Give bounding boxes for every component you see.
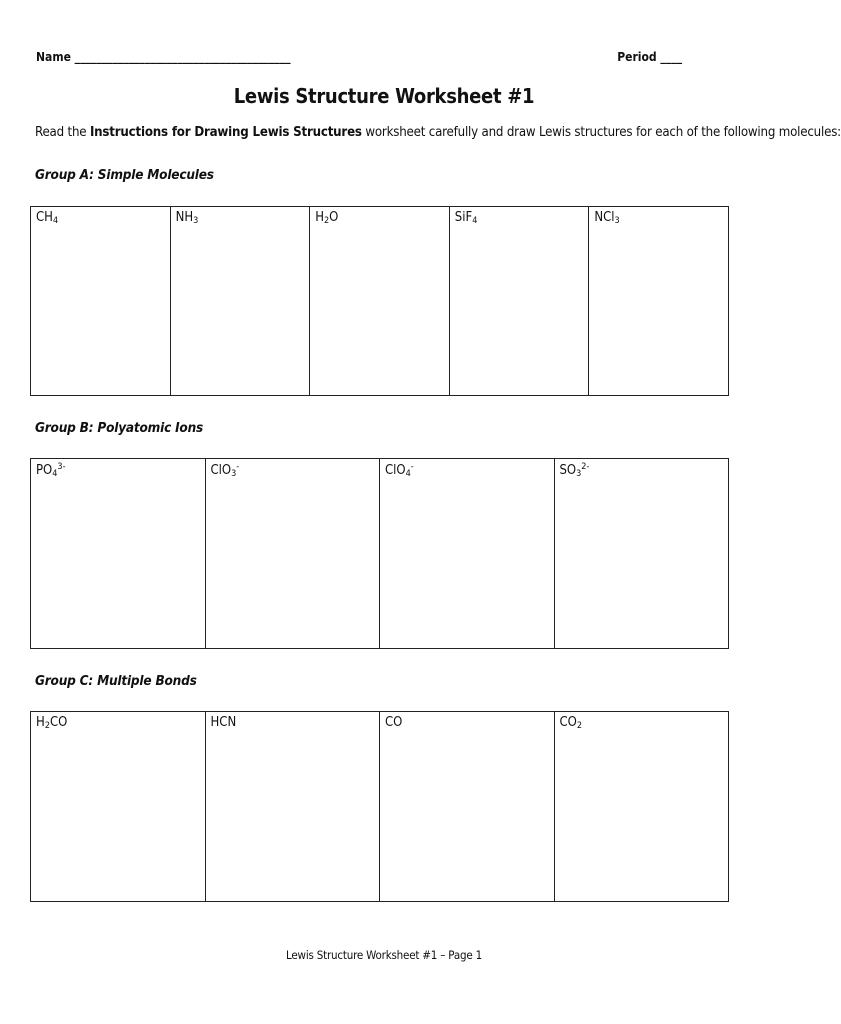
molecule-answer-cell[interactable] [555,712,729,901]
formula-text: PO [36,463,53,478]
formula-text: ClO [385,463,406,478]
instructions-prefix: Read the [35,125,90,140]
formula-text: CO [559,715,577,730]
formula-subscript: 3 [576,469,582,479]
molecule-formula [36,210,58,225]
formula-subscript: 4 [52,216,59,226]
formula-text: H [36,715,45,730]
formula-text: ClO [210,463,232,478]
formula-text: H [315,210,324,225]
group-a-heading: Group A: Simple Molecules [35,167,214,183]
formula-subscript: 2 [576,721,583,731]
name-label: Name [36,50,71,64]
instructions-bold: Instructions for Drawing Lewis Structures [89,125,362,140]
name-field[interactable] [36,50,291,64]
group-a-grid [30,206,729,396]
formula-charge: 2- [581,462,590,472]
molecule-answer-cell[interactable] [31,207,171,395]
molecule-answer-cell[interactable] [206,459,381,648]
molecule-formula [36,463,66,478]
molecule-formula [594,210,619,225]
formula-text: SiF [454,210,473,225]
molecule-formula [315,210,338,225]
formula-text: NH [175,210,194,225]
molecule-answer-cell[interactable] [31,459,206,648]
molecule-formula [455,210,478,225]
formula-subscript: 3 [231,469,237,479]
instructions [35,125,841,140]
instructions-suffix: worksheet carefully and draw Lewis structures for each of the following molecules: [361,125,841,140]
molecule-formula [211,463,240,478]
molecule-formula [385,715,402,730]
molecule-formula [560,463,590,478]
formula-charge: - [410,462,414,472]
formula-subscript: 4 [472,216,478,226]
formula-text: CO [385,715,403,730]
group-b-heading: Group B: Polyatomic Ions [35,420,204,436]
molecule-formula [385,463,414,478]
formula-text: CO [49,715,68,730]
molecule-answer-cell[interactable] [171,207,311,395]
molecule-answer-cell[interactable] [380,459,555,648]
molecule-answer-cell[interactable] [31,712,206,901]
molecule-answer-cell[interactable] [589,207,728,395]
period-label: Period [617,50,657,64]
formula-text: NCl [594,210,615,225]
molecule-answer-cell[interactable] [380,712,555,901]
formula-text: CH [36,210,53,225]
molecule-answer-cell[interactable] [310,207,450,395]
molecule-answer-cell[interactable] [450,207,590,395]
molecule-formula [211,715,237,730]
formula-subscript: 3 [614,216,620,226]
name-blank: ________________________________________ [74,50,291,64]
formula-subscript: 2 [44,721,50,731]
group-b-grid [30,458,729,649]
formula-subscript: 2 [324,216,330,226]
period-field[interactable] [617,50,682,64]
formula-text: SO [559,463,577,478]
header-row [36,50,682,68]
molecule-formula [560,715,583,730]
formula-subscript: 3 [193,216,199,226]
formula-charge: - [236,462,240,472]
formula-subscript: 4 [405,469,411,479]
formula-subscript: 4 [52,469,58,479]
period-blank: ____ [660,50,682,64]
molecule-answer-cell[interactable] [206,712,381,901]
molecule-formula [176,210,199,225]
molecule-formula [36,715,67,730]
group-c-grid [30,711,729,902]
worksheet-title: Lewis Structure Worksheet #1 [233,84,535,108]
formula-text: O [329,210,339,225]
molecule-answer-cell[interactable] [555,459,729,648]
formula-charge: 3- [57,462,66,472]
formula-text: HCN [210,715,237,730]
group-c-heading: Group C: Multiple Bonds [35,673,197,689]
page-footer: Lewis Structure Worksheet #1 – Page 1 [286,948,482,962]
